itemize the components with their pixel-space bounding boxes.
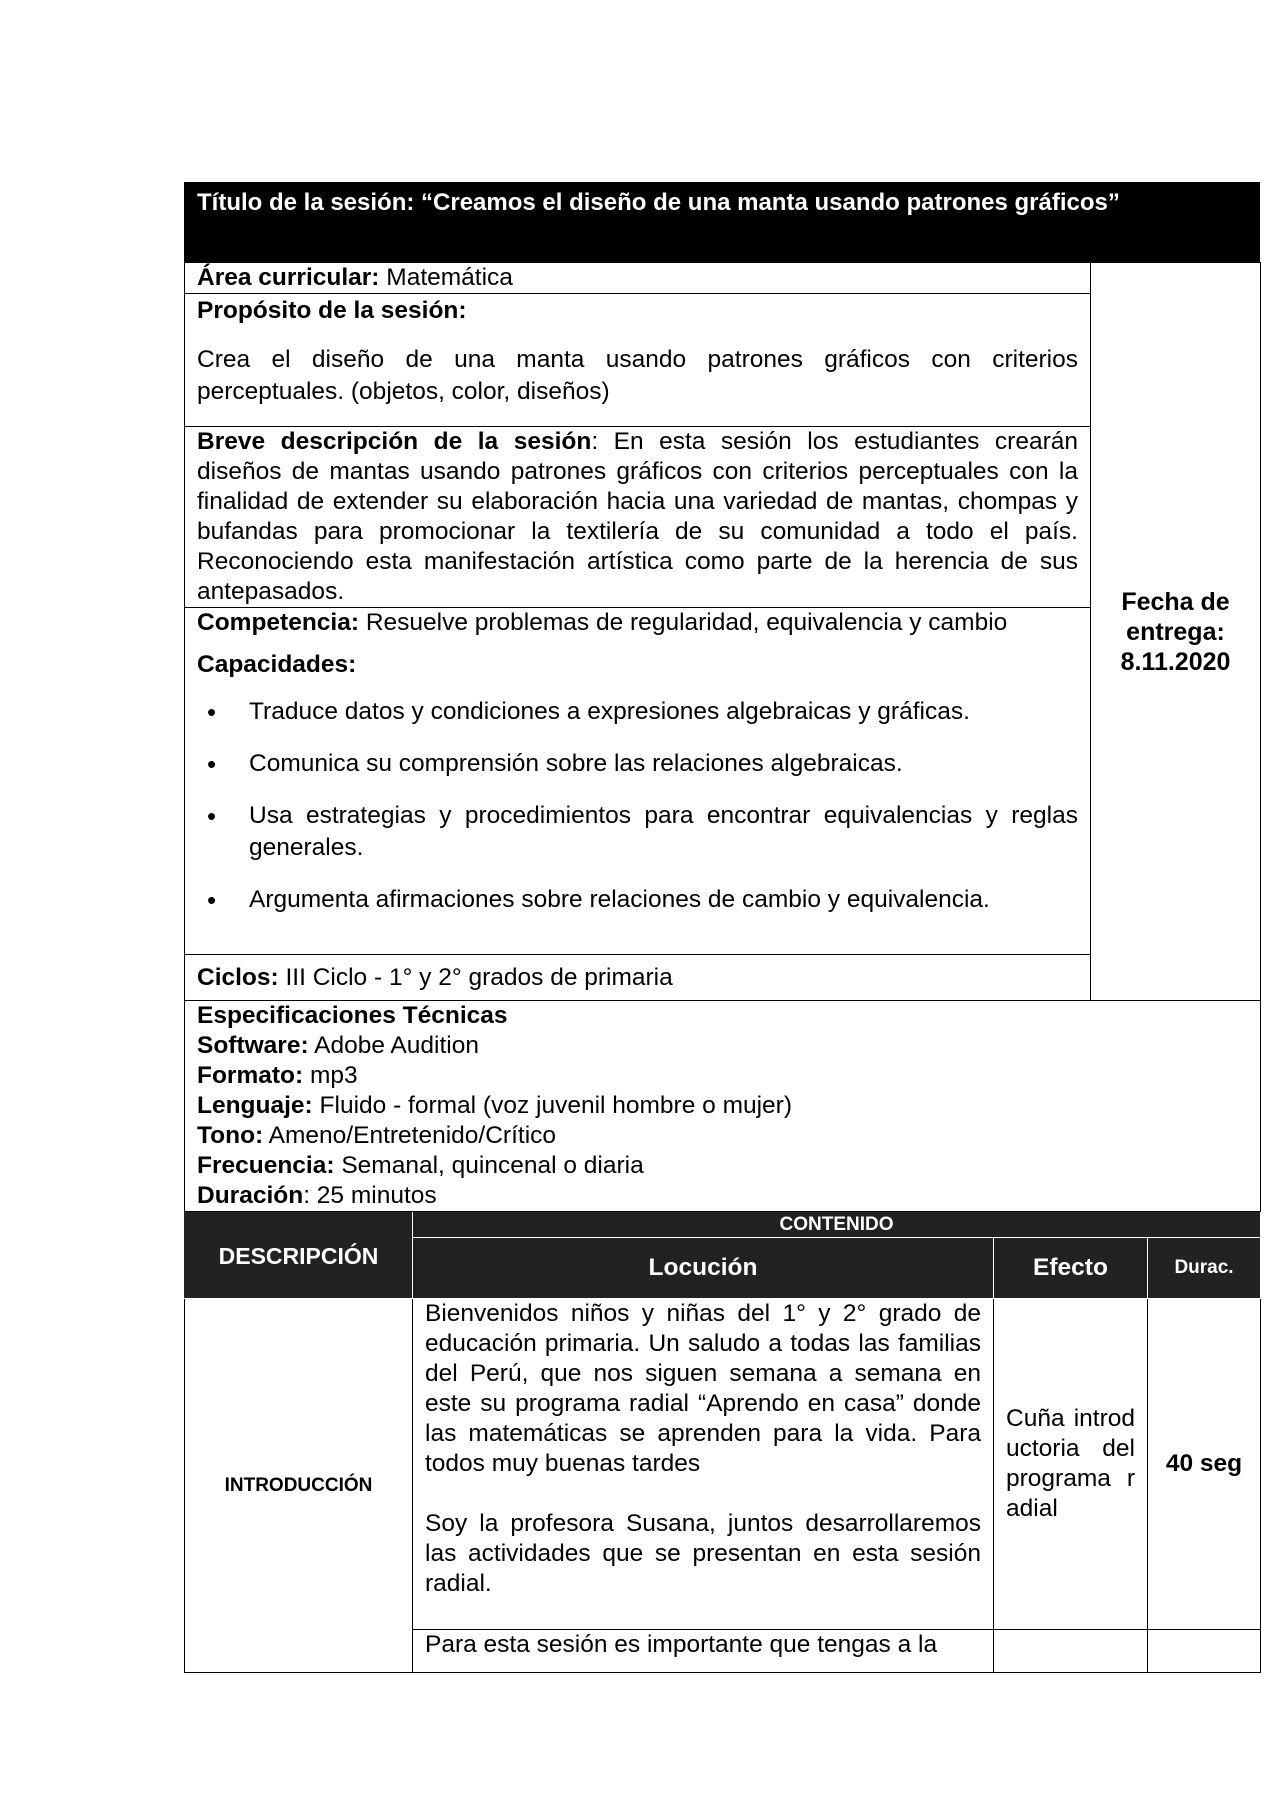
duracion-cell: 40 seg: [1148, 1299, 1261, 1630]
table-row: [185, 1299, 1261, 1630]
proposito-cell: [185, 294, 1091, 427]
spec-duracion: [197, 1181, 1248, 1211]
spec-frecuencia-label: Frecuencia:: [197, 1152, 335, 1179]
descripcion-cell: [185, 427, 1091, 608]
session-info-table: [184, 262, 1261, 1212]
locucion-header: Locución: [413, 1238, 994, 1299]
spec-frecuencia: [197, 1151, 1248, 1181]
spec-formato-value: mp3: [309, 1062, 358, 1089]
spec-formato: [197, 1061, 1248, 1091]
efecto-cell: Cuña introductoria del programa radial: [994, 1299, 1148, 1630]
capacidades-label: Capacidades:: [197, 651, 357, 678]
descripcion-label: Breve descripción de la sesión: [197, 428, 592, 455]
descripcion-text: : En esta sesión los estudiantes crearán diseños de mantas usando patrones gráficos con criterios perceptuales con la finalidad de extender su elaboración hacia una variedad de mantas, chompas y bufandas para promocionar la textilería de su comunidad a todo el país. Reconociendo esta manifestación artística como parte de la herencia de sus antepasados.: [197, 428, 1078, 605]
ciclos-cell: [185, 955, 1091, 1001]
spec-software: [197, 1031, 1248, 1061]
competencia: [197, 608, 1078, 638]
locucion-paragraph-2: Soy la profesora Susana, juntos desarrollaremos las actividades que se presentan en esta sesión radial.: [425, 1510, 981, 1597]
list-item: • Argumenta afirmaciones sobre relaciones de cambio y equivalencia.: [249, 884, 1078, 916]
fecha-entrega: [1091, 263, 1261, 1001]
session-title: “Creamos el diseño de una manta usando patrones gráficos”: [421, 189, 1120, 216]
spec-duracion-label: Duración: [197, 1182, 304, 1209]
session-title-bar: [184, 182, 1260, 262]
efecto-header: Efecto: [994, 1238, 1148, 1299]
especificaciones-heading: Especificaciones Técnicas: [197, 1002, 508, 1029]
proposito-text: Crea el diseño de una manta usando patrones gráficos con criterios perceptuales. (objetos, color, diseños): [197, 346, 1078, 405]
spec-software-label: Software:: [197, 1032, 309, 1059]
fecha-label-1: Fecha de: [1121, 587, 1230, 616]
spec-tono-value: Ameno/Entretenido/Crítico: [268, 1122, 557, 1149]
proposito-label: Propósito de la sesión:: [197, 297, 467, 324]
duracion-empty-cell: [1148, 1630, 1261, 1673]
descripcion-introduccion: INTRODUCCIÓN: [185, 1299, 413, 1673]
duracion-header: Durac.: [1148, 1238, 1261, 1299]
descripcion-header: DESCRIPCIÓN: [185, 1213, 413, 1299]
efecto-empty-cell: [994, 1630, 1148, 1673]
list-item: • Comunica su comprensión sobre las relaciones algebraicas.: [249, 748, 1078, 780]
spec-lenguaje-label: Lenguaje:: [197, 1092, 313, 1119]
spec-tono-label: Tono:: [197, 1122, 264, 1149]
area-label: Área curricular:: [197, 264, 380, 291]
competencia-label: Competencia:: [197, 609, 360, 636]
spec-frecuencia-value: Semanal, quincenal o diaria: [341, 1152, 644, 1179]
spec-formato-label: Formato:: [197, 1062, 304, 1089]
session-document: [184, 182, 1260, 1673]
ciclos-label: Ciclos:: [197, 963, 279, 991]
competencia-value: Resuelve problemas de regularidad, equivalencia y cambio: [365, 609, 1008, 636]
spec-lenguaje: [197, 1091, 1248, 1121]
locucion-next-cell: Para esta sesión es importante que tengas a la: [413, 1630, 994, 1673]
contenido-table: [184, 1212, 1261, 1673]
locucion-paragraph-1: Bienvenidos niños y niñas del 1° y 2° grado de educación primaria. Un saludo a todas las familias del Perú, que nos siguen semana a semana en este su programa radial “Aprendo en casa” donde las matemáticas se aprenden para la vida. Para todos muy buenas tardes: [425, 1300, 981, 1477]
ciclos-value: III Ciclo - 1° y 2° grados de primaria: [285, 963, 673, 991]
competencia-cell: [185, 608, 1091, 955]
fecha-label-2: entrega:: [1126, 617, 1225, 646]
spec-tono: [197, 1121, 1248, 1151]
locucion-cell: [413, 1299, 994, 1630]
especificaciones-cell: [185, 1001, 1261, 1212]
session-title-label: Título de la sesión:: [197, 189, 415, 216]
area-value: Matemática: [386, 264, 513, 291]
spec-lenguaje-value: Fluido - formal (voz juvenil hombre o mujer): [319, 1092, 792, 1119]
contenido-header: CONTENIDO: [413, 1213, 1261, 1238]
spec-software-value: Adobe Audition: [314, 1032, 479, 1059]
list-item: • Traduce datos y condiciones a expresiones algebraicas y gráficas.: [249, 696, 1078, 728]
fecha-date: 8.11.2020: [1120, 647, 1231, 676]
spec-duracion-value: : 25 minutos: [303, 1182, 437, 1209]
list-item: • Usa estrategias y procedimientos para encontrar equivalencias y reglas generales.: [249, 800, 1078, 864]
capacidades-list: [197, 696, 1078, 916]
area-cell: [185, 263, 1091, 294]
